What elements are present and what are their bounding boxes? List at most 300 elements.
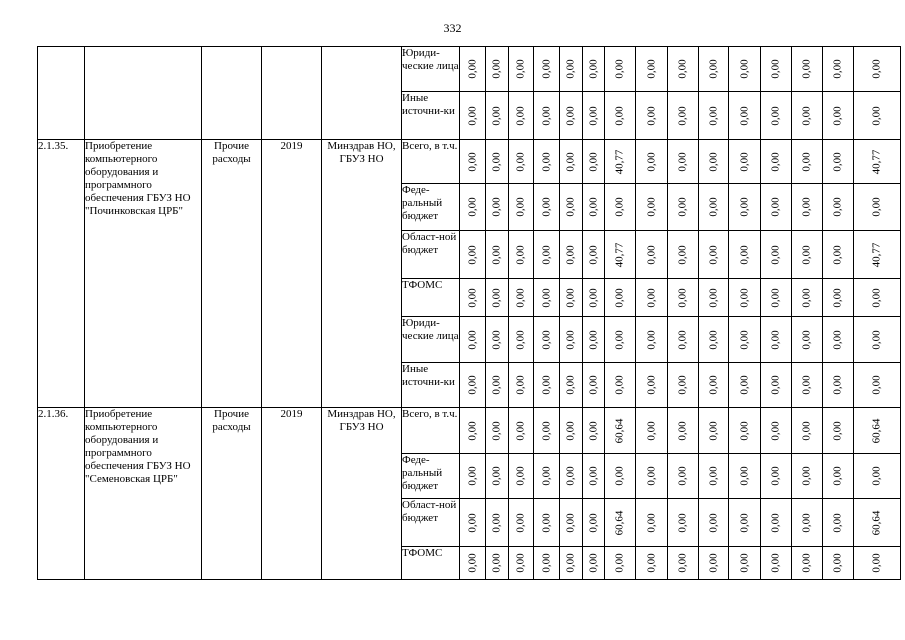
amount-value: 0,00 bbox=[490, 420, 503, 441]
amount-cell bbox=[636, 140, 668, 184]
expense-type-cell: Прочие расходы bbox=[202, 140, 262, 408]
amount-cell bbox=[699, 547, 729, 580]
amount-value: 0,00 bbox=[800, 512, 813, 533]
amount-value: 0,00 bbox=[514, 329, 527, 350]
funding-source-cell: Иные источни-ки bbox=[402, 92, 460, 140]
amount-cell bbox=[560, 363, 583, 408]
amount-value: 0,00 bbox=[587, 244, 599, 265]
amount-value: 0,00 bbox=[514, 105, 527, 126]
amount-cell bbox=[583, 47, 605, 92]
amount-cell bbox=[792, 317, 823, 363]
amount-cell bbox=[729, 92, 761, 140]
amount-value: 0,00 bbox=[800, 466, 813, 486]
amount-cell bbox=[792, 92, 823, 140]
amount-cell bbox=[636, 92, 668, 140]
amount-cell bbox=[460, 231, 486, 279]
amount-value: 0,00 bbox=[466, 466, 478, 486]
amount-cell bbox=[668, 547, 699, 580]
amount-cell bbox=[699, 408, 729, 454]
amount-value: 0,00 bbox=[676, 375, 689, 395]
amount-value: 0,00 bbox=[831, 553, 844, 573]
amount-value: 0,00 bbox=[769, 420, 782, 441]
amount-value: 0,00 bbox=[466, 151, 478, 172]
amount-cell bbox=[583, 454, 605, 499]
amount-value: 0,00 bbox=[831, 466, 844, 486]
amount-cell bbox=[729, 47, 761, 92]
amount-cell bbox=[792, 47, 823, 92]
amount-cell bbox=[854, 408, 901, 454]
amount-value: 0,00 bbox=[540, 244, 552, 265]
amount-value: 0,00 bbox=[540, 553, 552, 573]
table-row bbox=[38, 47, 901, 92]
amount-cell bbox=[486, 547, 509, 580]
amount-value: 0,00 bbox=[676, 553, 689, 573]
amount-value: 0,00 bbox=[587, 420, 599, 441]
amount-value: 0,00 bbox=[540, 512, 552, 533]
amount-cell bbox=[729, 547, 761, 580]
amount-value: 0,00 bbox=[676, 512, 689, 533]
amount-value: 0,00 bbox=[564, 151, 577, 172]
amount-cell bbox=[792, 140, 823, 184]
amount-value: 0,00 bbox=[540, 466, 552, 486]
amount-cell bbox=[534, 231, 560, 279]
amount-value: 0,00 bbox=[769, 59, 782, 79]
amount-value: 0,00 bbox=[645, 197, 657, 217]
amount-value: 0,00 bbox=[707, 151, 719, 172]
amount-cell bbox=[583, 317, 605, 363]
amount-cell bbox=[460, 184, 486, 231]
amount-cell bbox=[792, 231, 823, 279]
amount-value: 0,00 bbox=[645, 553, 657, 573]
executor-cell bbox=[322, 47, 402, 140]
amount-cell bbox=[583, 231, 605, 279]
amount-cell bbox=[583, 279, 605, 317]
amount-value: 0,00 bbox=[800, 105, 813, 126]
amount-cell bbox=[792, 547, 823, 580]
amount-cell bbox=[668, 47, 699, 92]
amount-cell bbox=[560, 92, 583, 140]
amount-cell bbox=[509, 231, 534, 279]
amount-value: 0,00 bbox=[613, 329, 626, 350]
amount-value: 0,00 bbox=[870, 105, 883, 126]
page-number: 332 bbox=[443, 21, 462, 35]
amount-value: 0,00 bbox=[800, 287, 813, 308]
amount-value: 0,00 bbox=[769, 105, 782, 126]
amount-cell bbox=[699, 279, 729, 317]
amount-value: 0,00 bbox=[613, 553, 626, 573]
amount-cell bbox=[486, 408, 509, 454]
amount-cell bbox=[729, 454, 761, 499]
amount-value: 0,00 bbox=[490, 287, 503, 308]
amount-cell bbox=[605, 279, 636, 317]
amount-cell bbox=[636, 231, 668, 279]
amount-value: 0,00 bbox=[514, 244, 527, 265]
amount-cell bbox=[823, 92, 854, 140]
amount-cell bbox=[509, 140, 534, 184]
amount-cell bbox=[534, 547, 560, 580]
funding-source-cell: Всего, в т.ч. bbox=[402, 408, 460, 454]
amount-value: 0,00 bbox=[738, 287, 750, 308]
amount-cell bbox=[761, 184, 792, 231]
executor-cell: Минздрав НО, ГБУЗ НО bbox=[322, 408, 402, 580]
amount-cell bbox=[699, 317, 729, 363]
amount-value: 0,00 bbox=[707, 105, 719, 126]
amount-cell bbox=[823, 408, 854, 454]
amount-cell bbox=[605, 547, 636, 580]
amount-value: 0,00 bbox=[769, 553, 782, 573]
amount-value: 0,00 bbox=[587, 553, 599, 573]
amount-value: 0,00 bbox=[676, 105, 689, 126]
amount-value: 0,00 bbox=[870, 287, 883, 308]
amount-value: 0,00 bbox=[645, 287, 657, 308]
amount-value: 0,00 bbox=[769, 375, 782, 395]
amount-value: 0,00 bbox=[540, 59, 552, 79]
amount-value: 0,00 bbox=[707, 466, 719, 486]
amount-value: 0,00 bbox=[514, 375, 527, 395]
year-cell bbox=[262, 47, 322, 140]
amount-cell bbox=[486, 184, 509, 231]
amount-value: 0,00 bbox=[831, 329, 844, 350]
amount-cell bbox=[854, 363, 901, 408]
amount-value: 0,00 bbox=[800, 329, 813, 350]
amount-cell bbox=[486, 499, 509, 547]
amount-cell bbox=[460, 317, 486, 363]
amount-value: 0,00 bbox=[514, 420, 527, 441]
amount-value: 0,00 bbox=[738, 197, 750, 217]
amount-cell bbox=[668, 92, 699, 140]
amount-cell bbox=[460, 499, 486, 547]
amount-value: 0,00 bbox=[514, 512, 527, 533]
amount-value: 0,00 bbox=[514, 466, 527, 486]
funding-source-cell: Юриди-ческие лица bbox=[402, 317, 460, 363]
amount-cell bbox=[486, 454, 509, 499]
funding-source-cell: Феде-ральный бюджет bbox=[402, 454, 460, 499]
amount-value: 0,00 bbox=[490, 197, 503, 217]
amount-value: 0,00 bbox=[587, 287, 599, 308]
amount-cell bbox=[854, 231, 901, 279]
amount-value: 0,00 bbox=[613, 197, 626, 217]
amount-value: 0,00 bbox=[466, 512, 478, 533]
amount-cell bbox=[534, 92, 560, 140]
amount-cell bbox=[560, 231, 583, 279]
item-name-cell bbox=[85, 47, 202, 140]
funding-source-cell: Област-ной бюджет bbox=[402, 231, 460, 279]
amount-cell bbox=[460, 363, 486, 408]
amount-cell bbox=[761, 363, 792, 408]
amount-value: 40,77 bbox=[613, 242, 626, 267]
amount-cell bbox=[823, 231, 854, 279]
amount-cell bbox=[534, 363, 560, 408]
amount-value: 0,00 bbox=[676, 244, 689, 265]
amount-value: 0,00 bbox=[738, 244, 750, 265]
amount-cell bbox=[729, 408, 761, 454]
amount-cell bbox=[509, 47, 534, 92]
amount-cell bbox=[509, 317, 534, 363]
amount-cell bbox=[761, 408, 792, 454]
amount-value: 0,00 bbox=[490, 553, 503, 573]
amount-value: 0,00 bbox=[514, 553, 527, 573]
amount-value: 0,00 bbox=[707, 329, 719, 350]
amount-cell bbox=[560, 47, 583, 92]
amount-value: 0,00 bbox=[831, 244, 844, 265]
amount-cell bbox=[823, 363, 854, 408]
amount-value: 0,00 bbox=[564, 329, 577, 350]
item-name-cell: Приобретение компьютерного оборудования и программного обеспечения ГБУЗ НО "Починковская ЦРБ" bbox=[85, 140, 202, 408]
amount-value: 0,00 bbox=[564, 553, 577, 573]
amount-value: 0,00 bbox=[490, 151, 503, 172]
amount-cell bbox=[486, 231, 509, 279]
amount-value: 0,00 bbox=[707, 375, 719, 395]
amount-cell bbox=[636, 279, 668, 317]
amount-cell bbox=[605, 140, 636, 184]
amount-cell bbox=[560, 454, 583, 499]
amount-value: 0,00 bbox=[769, 244, 782, 265]
amount-cell bbox=[668, 408, 699, 454]
amount-value: 0,00 bbox=[466, 197, 478, 217]
amount-value: 0,00 bbox=[564, 105, 577, 126]
amount-cell bbox=[486, 317, 509, 363]
amount-cell bbox=[534, 499, 560, 547]
amount-cell bbox=[460, 279, 486, 317]
amount-value: 0,00 bbox=[587, 512, 599, 533]
budget-table bbox=[37, 46, 901, 580]
amount-cell bbox=[761, 547, 792, 580]
amount-value: 40,77 bbox=[870, 242, 883, 267]
amount-cell bbox=[854, 279, 901, 317]
amount-cell bbox=[729, 184, 761, 231]
amount-value: 0,00 bbox=[707, 420, 719, 441]
amount-cell bbox=[792, 184, 823, 231]
amount-cell bbox=[854, 184, 901, 231]
amount-cell bbox=[761, 231, 792, 279]
amount-cell bbox=[668, 140, 699, 184]
amount-value: 0,00 bbox=[466, 244, 478, 265]
amount-value: 0,00 bbox=[800, 244, 813, 265]
funding-source-cell: ТФОМС bbox=[402, 279, 460, 317]
amount-value: 0,00 bbox=[831, 420, 844, 441]
amount-value: 0,00 bbox=[738, 59, 750, 79]
amount-cell bbox=[534, 317, 560, 363]
amount-cell bbox=[460, 547, 486, 580]
amount-value: 0,00 bbox=[613, 59, 626, 79]
amount-value: 0,00 bbox=[540, 197, 552, 217]
amount-cell bbox=[534, 184, 560, 231]
amount-cell bbox=[583, 499, 605, 547]
amount-cell bbox=[699, 92, 729, 140]
amount-value: 0,00 bbox=[831, 151, 844, 172]
amount-cell bbox=[699, 140, 729, 184]
amount-cell bbox=[560, 408, 583, 454]
amount-cell bbox=[729, 363, 761, 408]
amount-cell bbox=[792, 279, 823, 317]
amount-value: 0,00 bbox=[490, 512, 503, 533]
item-name-cell: Приобретение компьютерного оборудования и программного обеспечения ГБУЗ НО "Семеновская ЦРБ" bbox=[85, 408, 202, 580]
amount-value: 0,00 bbox=[707, 59, 719, 79]
amount-cell bbox=[605, 408, 636, 454]
amount-value: 0,00 bbox=[738, 329, 750, 350]
amount-value: 0,00 bbox=[466, 287, 478, 308]
amount-value: 0,00 bbox=[540, 375, 552, 395]
amount-cell bbox=[509, 547, 534, 580]
amount-value: 0,00 bbox=[769, 287, 782, 308]
amount-value: 0,00 bbox=[645, 375, 657, 395]
funding-source-cell: Иные источни-ки bbox=[402, 363, 460, 408]
amount-cell bbox=[509, 499, 534, 547]
amount-cell bbox=[509, 363, 534, 408]
funding-source-cell: ТФОМС bbox=[402, 547, 460, 580]
amount-value: 0,00 bbox=[870, 197, 883, 217]
amount-value: 0,00 bbox=[466, 329, 478, 350]
amount-value: 0,00 bbox=[645, 244, 657, 265]
amount-cell bbox=[636, 317, 668, 363]
amount-value: 0,00 bbox=[564, 197, 577, 217]
amount-value: 0,00 bbox=[831, 197, 844, 217]
amount-cell bbox=[509, 92, 534, 140]
amount-value: 0,00 bbox=[587, 151, 599, 172]
amount-value: 0,00 bbox=[800, 553, 813, 573]
amount-value: 60,64 bbox=[870, 510, 883, 535]
amount-cell bbox=[792, 363, 823, 408]
amount-value: 0,00 bbox=[490, 244, 503, 265]
amount-cell bbox=[761, 92, 792, 140]
amount-cell bbox=[792, 499, 823, 547]
amount-value: 0,00 bbox=[769, 512, 782, 533]
funding-source-cell: Област-ной бюджет bbox=[402, 499, 460, 547]
amount-value: 0,00 bbox=[800, 420, 813, 441]
amount-cell bbox=[509, 454, 534, 499]
amount-cell bbox=[583, 363, 605, 408]
amount-value: 60,64 bbox=[613, 510, 626, 535]
amount-value: 40,77 bbox=[613, 149, 626, 174]
amount-value: 60,64 bbox=[870, 418, 883, 443]
amount-value: 0,00 bbox=[645, 329, 657, 350]
amount-value: 0,00 bbox=[645, 420, 657, 441]
expense-type-cell: Прочие расходы bbox=[202, 408, 262, 580]
amount-value: 0,00 bbox=[587, 329, 599, 350]
funding-source-cell: Юриди-ческие лица bbox=[402, 47, 460, 92]
amount-cell bbox=[560, 547, 583, 580]
amount-value: 0,00 bbox=[564, 466, 577, 486]
amount-cell bbox=[560, 279, 583, 317]
amount-cell bbox=[605, 231, 636, 279]
amount-cell bbox=[583, 184, 605, 231]
year-cell: 2019 bbox=[262, 408, 322, 580]
amount-value: 0,00 bbox=[564, 512, 577, 533]
amount-value: 0,00 bbox=[466, 553, 478, 573]
executor-cell: Минздрав НО, ГБУЗ НО bbox=[322, 140, 402, 408]
amount-value: 0,00 bbox=[613, 105, 626, 126]
amount-cell bbox=[636, 47, 668, 92]
amount-cell bbox=[636, 184, 668, 231]
amount-value: 0,00 bbox=[831, 287, 844, 308]
amount-value: 0,00 bbox=[540, 420, 552, 441]
amount-cell bbox=[509, 184, 534, 231]
amount-cell bbox=[534, 140, 560, 184]
amount-value: 0,00 bbox=[587, 466, 599, 486]
amount-cell bbox=[699, 184, 729, 231]
amount-cell bbox=[583, 92, 605, 140]
amount-value: 0,00 bbox=[676, 197, 689, 217]
amount-value: 0,00 bbox=[769, 466, 782, 486]
amount-cell bbox=[583, 547, 605, 580]
amount-cell bbox=[823, 279, 854, 317]
amount-value: 0,00 bbox=[540, 329, 552, 350]
amount-cell bbox=[823, 547, 854, 580]
amount-cell bbox=[605, 47, 636, 92]
table-row bbox=[38, 140, 901, 184]
amount-cell bbox=[668, 363, 699, 408]
amount-value: 0,00 bbox=[466, 420, 478, 441]
amount-value: 0,00 bbox=[870, 375, 883, 395]
amount-value: 0,00 bbox=[800, 197, 813, 217]
amount-value: 0,00 bbox=[514, 59, 527, 79]
amount-value: 0,00 bbox=[738, 151, 750, 172]
funding-source-cell: Всего, в т.ч. bbox=[402, 140, 460, 184]
amount-cell bbox=[560, 184, 583, 231]
amount-cell bbox=[605, 92, 636, 140]
amount-value: 0,00 bbox=[676, 151, 689, 172]
amount-value: 0,00 bbox=[490, 329, 503, 350]
table-row bbox=[38, 408, 901, 454]
item-code-cell: 2.1.35. bbox=[38, 140, 85, 408]
amount-value: 0,00 bbox=[645, 151, 657, 172]
amount-value: 0,00 bbox=[800, 375, 813, 395]
amount-cell bbox=[699, 363, 729, 408]
amount-cell bbox=[761, 140, 792, 184]
amount-value: 0,00 bbox=[645, 105, 657, 126]
amount-value: 0,00 bbox=[613, 287, 626, 308]
amount-cell bbox=[534, 279, 560, 317]
amount-value: 0,00 bbox=[645, 466, 657, 486]
amount-value: 0,00 bbox=[564, 287, 577, 308]
amount-cell bbox=[560, 317, 583, 363]
amount-value: 0,00 bbox=[738, 375, 750, 395]
amount-cell bbox=[560, 140, 583, 184]
amount-value: 0,00 bbox=[490, 59, 503, 79]
amount-cell bbox=[605, 317, 636, 363]
amount-cell bbox=[854, 547, 901, 580]
amount-cell bbox=[486, 92, 509, 140]
amount-cell bbox=[823, 140, 854, 184]
amount-cell bbox=[605, 454, 636, 499]
amount-value: 0,00 bbox=[738, 512, 750, 533]
amount-value: 0,00 bbox=[587, 105, 599, 126]
amount-value: 0,00 bbox=[738, 105, 750, 126]
amount-cell bbox=[636, 547, 668, 580]
amount-cell bbox=[534, 408, 560, 454]
amount-cell bbox=[761, 454, 792, 499]
amount-value: 0,00 bbox=[676, 59, 689, 79]
amount-value: 60,64 bbox=[613, 418, 626, 443]
amount-cell bbox=[668, 279, 699, 317]
amount-value: 0,00 bbox=[564, 244, 577, 265]
amount-cell bbox=[823, 317, 854, 363]
amount-cell bbox=[699, 454, 729, 499]
amount-cell bbox=[729, 279, 761, 317]
amount-cell bbox=[583, 408, 605, 454]
amount-cell bbox=[699, 47, 729, 92]
amount-value: 0,00 bbox=[540, 105, 552, 126]
amount-value: 0,00 bbox=[769, 329, 782, 350]
amount-value: 0,00 bbox=[645, 512, 657, 533]
amount-value: 0,00 bbox=[540, 287, 552, 308]
amount-value: 0,00 bbox=[490, 105, 503, 126]
amount-value: 0,00 bbox=[514, 287, 527, 308]
amount-value: 0,00 bbox=[564, 59, 577, 79]
amount-cell bbox=[854, 317, 901, 363]
amount-cell bbox=[761, 317, 792, 363]
amount-value: 0,00 bbox=[645, 59, 657, 79]
